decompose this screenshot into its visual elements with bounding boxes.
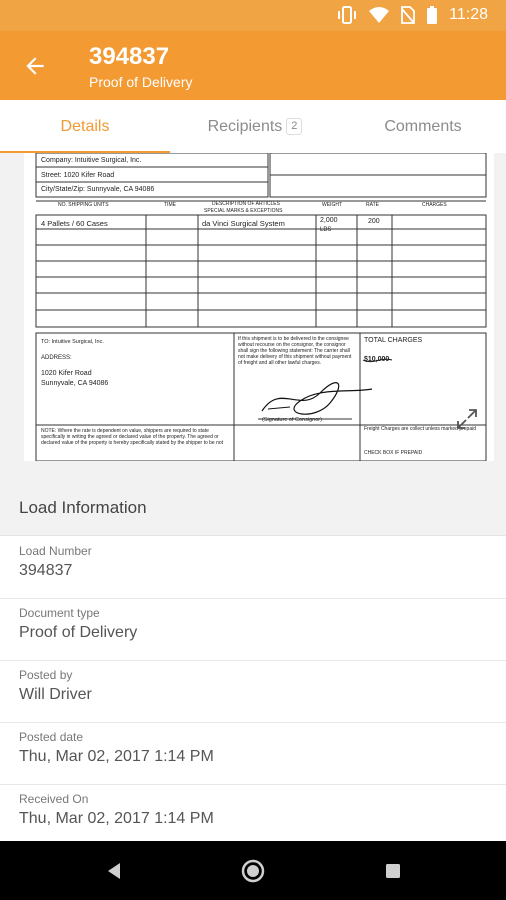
doc-check-text: CHECK BOX IF PREPAID <box>364 450 423 456</box>
doc-row-weight: 2,000 <box>320 217 338 224</box>
field-value: Will Driver <box>19 686 92 703</box>
doc-row-units: 4 Pallets / 60 Cases <box>41 219 108 228</box>
section-title: Load Information <box>19 498 147 517</box>
tab-recipients-label: Recipients <box>207 118 283 135</box>
status-icons <box>337 6 488 24</box>
doc-col-weight: WEIGHT <box>322 202 342 208</box>
home-circle-icon[interactable] <box>239 857 267 885</box>
doc-to: TO: Intuitive Surgical, Inc. <box>41 339 104 345</box>
field-value: Thu, Mar 02, 2017 1:14 PM <box>19 810 214 827</box>
tab-comments-label: Comments <box>384 118 462 135</box>
tab-comments[interactable] <box>340 100 506 153</box>
document-preview[interactable] <box>0 153 506 461</box>
field-value: 394837 <box>19 562 73 579</box>
recipients-count-badge: 2 <box>286 118 302 135</box>
back-triangle-icon[interactable] <box>100 857 128 885</box>
doc-city: City/State/Zip: Sunnyvale, CA 94086 <box>41 186 155 193</box>
arrow-left-icon[interactable] <box>22 53 48 79</box>
field-load-number <box>0 536 506 599</box>
tab-bar <box>0 100 506 154</box>
field-value: Thu, Mar 02, 2017 1:14 PM <box>19 748 214 765</box>
status-bar <box>0 0 506 31</box>
doc-address-line1: 1020 Kifer Road <box>41 370 92 377</box>
field-label: Document type <box>19 606 100 620</box>
doc-freight-text: Freight Charges are collect unless marked prepaid <box>364 426 476 432</box>
doc-total-value: $10,000 <box>364 356 390 363</box>
doc-col-units: NO. SHIPPING UNITS <box>58 202 109 208</box>
vibrate-icon <box>337 6 357 24</box>
field-label: Load Number <box>19 544 92 558</box>
doc-row-weight-unit: LBS <box>320 227 332 233</box>
tab-recipients[interactable] <box>170 100 340 153</box>
recents-square-icon[interactable] <box>379 857 407 885</box>
field-posted-by <box>0 660 506 723</box>
expand-icon[interactable] <box>455 407 479 431</box>
doc-col-charges: CHARGES <box>422 202 447 208</box>
tab-details-label: Details <box>60 118 110 135</box>
tab-details[interactable] <box>0 100 170 153</box>
doc-signature-label: (Signature of Consignor) <box>262 417 322 423</box>
doc-row-rate: 200 <box>368 218 380 225</box>
document-image <box>0 153 506 461</box>
doc-col-time: TIME <box>164 202 176 208</box>
field-received-on <box>0 784 506 846</box>
doc-company: Company: Intuitive Surgical, Inc. <box>41 157 142 164</box>
doc-address-line2: Sunnyvale, CA 94086 <box>41 380 109 387</box>
page-title: 394837 <box>89 43 170 70</box>
doc-col-special: SPECIAL MARKS & EXCEPTIONS <box>204 208 283 214</box>
no-sim-icon <box>401 6 415 24</box>
doc-address-label: ADDRESS: <box>41 355 72 361</box>
battery-icon <box>427 6 437 24</box>
field-posted-date <box>0 722 506 785</box>
doc-total-label: TOTAL CHARGES <box>364 337 423 344</box>
status-time: 11:28 <box>449 6 488 23</box>
field-label: Received On <box>19 792 89 806</box>
field-document-type <box>0 598 506 661</box>
doc-col-description: DESCRIPTION OF ARTICLES <box>212 201 280 207</box>
doc-note: NOTE: Where the rate is dependent on value, shippers are required to state specifically in writing the agreed or declared value of the property. The agreed or declared value of the property is hereby specifically stated by the shipper to be not <box>41 428 224 446</box>
doc-street: Street: 1020 Kifer Road <box>41 172 115 179</box>
system-nav-bar <box>0 841 506 900</box>
field-label: Posted date <box>19 730 84 744</box>
doc-col-rate: RATE <box>366 202 379 208</box>
doc-row-description: da Vinci Surgical System <box>202 219 285 228</box>
app-bar <box>0 31 506 100</box>
load-information-section <box>0 461 506 841</box>
doc-consignor-text: If this shipment is to be delivered to the consignee without recourse on the consignor, the consignor shall sign the following statement: The carrier shall not make delivery of this shipment without payment of freight and all other lawful charges. <box>238 336 352 366</box>
field-value: Proof of Delivery <box>19 624 138 641</box>
wifi-icon <box>369 7 389 23</box>
page-subtitle: Proof of Delivery <box>89 74 193 90</box>
field-label: Posted by <box>19 668 73 682</box>
